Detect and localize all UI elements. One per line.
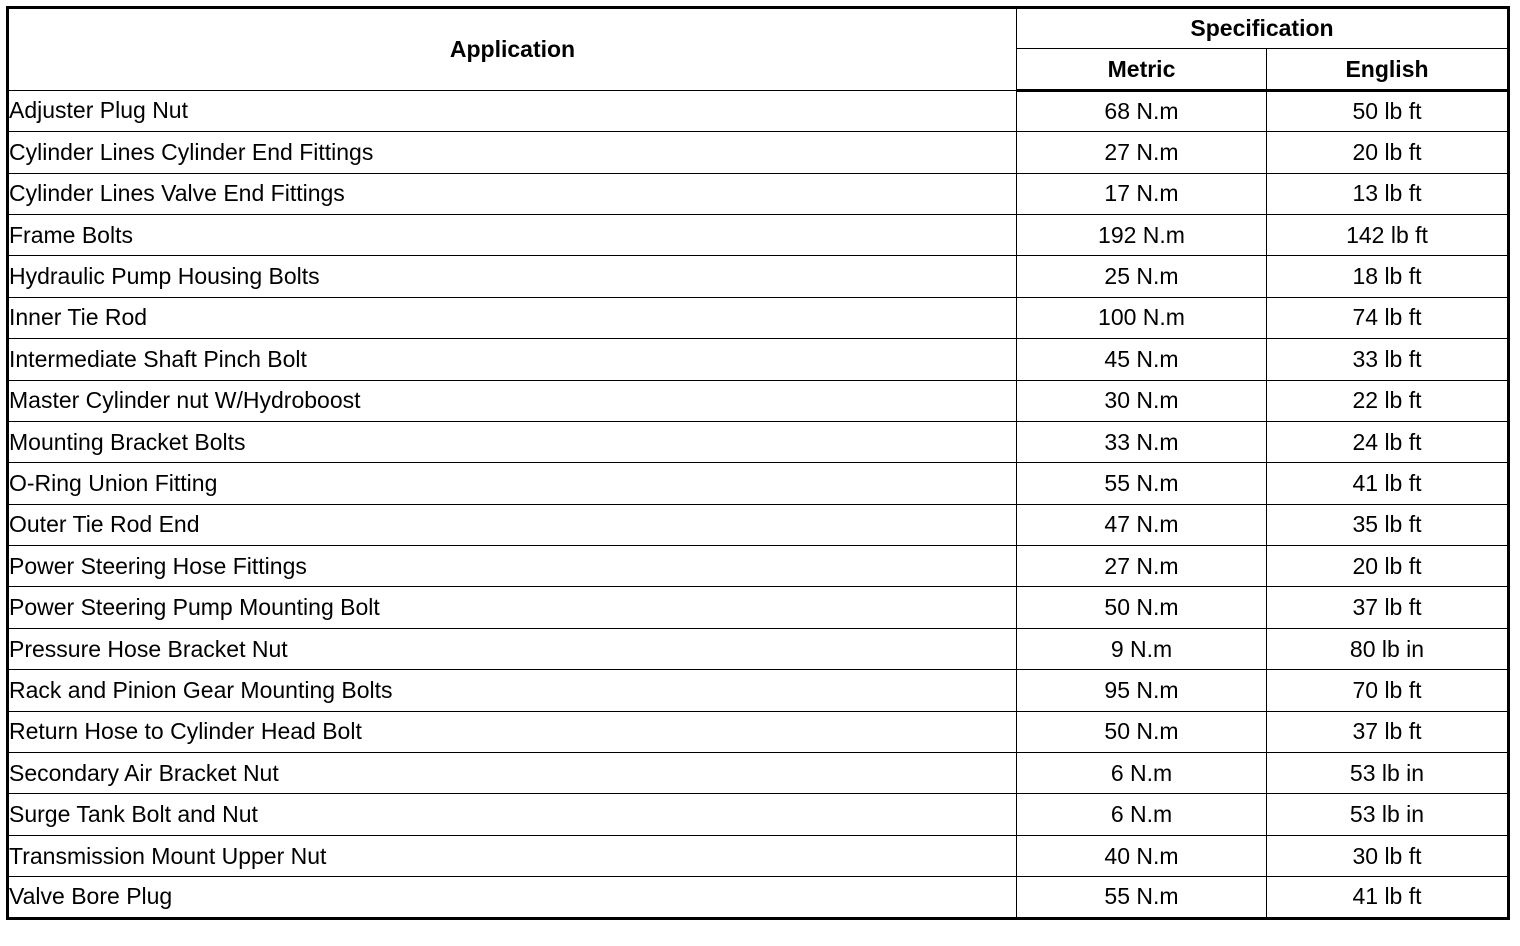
english-value-cell: 80 lb in xyxy=(1267,628,1509,669)
spec-table-body xyxy=(8,90,1509,918)
english-column-header: English xyxy=(1267,49,1509,90)
application-cell: Inner Tie Rod xyxy=(8,297,1017,338)
english-value-cell: 41 lb ft xyxy=(1267,463,1509,504)
english-value-cell: 53 lb in xyxy=(1267,753,1509,794)
application-column-header: Application xyxy=(8,8,1017,91)
metric-column-header: Metric xyxy=(1017,49,1267,90)
english-value-cell: 20 lb ft xyxy=(1267,546,1509,587)
metric-value-cell: 25 N.m xyxy=(1017,256,1267,297)
metric-value-cell: 45 N.m xyxy=(1017,339,1267,380)
torque-spec-table xyxy=(6,6,1510,920)
table-row xyxy=(8,711,1509,752)
english-value-cell: 20 lb ft xyxy=(1267,132,1509,173)
application-cell: Power Steering Hose Fittings xyxy=(8,546,1017,587)
table-row xyxy=(8,90,1509,131)
metric-value-cell: 55 N.m xyxy=(1017,877,1267,918)
application-cell: Power Steering Pump Mounting Bolt xyxy=(8,587,1017,628)
metric-value-cell: 40 N.m xyxy=(1017,835,1267,876)
table-row xyxy=(8,173,1509,214)
metric-value-cell: 68 N.m xyxy=(1017,90,1267,131)
table-row xyxy=(8,753,1509,794)
metric-value-cell: 50 N.m xyxy=(1017,587,1267,628)
metric-value-cell: 27 N.m xyxy=(1017,546,1267,587)
application-cell: Rack and Pinion Gear Mounting Bolts xyxy=(8,670,1017,711)
application-cell: Hydraulic Pump Housing Bolts xyxy=(8,256,1017,297)
metric-value-cell: 27 N.m xyxy=(1017,132,1267,173)
application-cell: Cylinder Lines Cylinder End Fittings xyxy=(8,132,1017,173)
table-row xyxy=(8,339,1509,380)
metric-value-cell: 30 N.m xyxy=(1017,380,1267,421)
application-cell: Cylinder Lines Valve End Fittings xyxy=(8,173,1017,214)
table-row xyxy=(8,256,1509,297)
application-cell: Surge Tank Bolt and Nut xyxy=(8,794,1017,835)
english-value-cell: 70 lb ft xyxy=(1267,670,1509,711)
english-value-cell: 24 lb ft xyxy=(1267,421,1509,462)
english-value-cell: 18 lb ft xyxy=(1267,256,1509,297)
english-value-cell: 142 lb ft xyxy=(1267,214,1509,255)
table-row xyxy=(8,297,1509,338)
table-row xyxy=(8,214,1509,255)
specification-column-header: Specification xyxy=(1017,8,1509,49)
application-cell: O-Ring Union Fitting xyxy=(8,463,1017,504)
table-row xyxy=(8,380,1509,421)
table-row xyxy=(8,421,1509,462)
table-row xyxy=(8,546,1509,587)
english-value-cell: 41 lb ft xyxy=(1267,877,1509,918)
metric-value-cell: 192 N.m xyxy=(1017,214,1267,255)
metric-value-cell: 6 N.m xyxy=(1017,794,1267,835)
application-cell: Mounting Bracket Bolts xyxy=(8,421,1017,462)
metric-value-cell: 47 N.m xyxy=(1017,504,1267,545)
application-cell: Transmission Mount Upper Nut xyxy=(8,835,1017,876)
english-value-cell: 22 lb ft xyxy=(1267,380,1509,421)
english-value-cell: 74 lb ft xyxy=(1267,297,1509,338)
table-row xyxy=(8,877,1509,918)
metric-value-cell: 55 N.m xyxy=(1017,463,1267,504)
table-row xyxy=(8,463,1509,504)
english-value-cell: 13 lb ft xyxy=(1267,173,1509,214)
table-row xyxy=(8,794,1509,835)
application-cell: Outer Tie Rod End xyxy=(8,504,1017,545)
english-value-cell: 30 lb ft xyxy=(1267,835,1509,876)
application-cell: Return Hose to Cylinder Head Bolt xyxy=(8,711,1017,752)
table-row xyxy=(8,835,1509,876)
english-value-cell: 37 lb ft xyxy=(1267,587,1509,628)
table-row xyxy=(8,504,1509,545)
metric-value-cell: 33 N.m xyxy=(1017,421,1267,462)
english-value-cell: 53 lb in xyxy=(1267,794,1509,835)
application-cell: Secondary Air Bracket Nut xyxy=(8,753,1017,794)
application-cell: Pressure Hose Bracket Nut xyxy=(8,628,1017,669)
table-row xyxy=(8,132,1509,173)
metric-value-cell: 17 N.m xyxy=(1017,173,1267,214)
application-cell: Intermediate Shaft Pinch Bolt xyxy=(8,339,1017,380)
english-value-cell: 33 lb ft xyxy=(1267,339,1509,380)
application-cell: Frame Bolts xyxy=(8,214,1017,255)
metric-value-cell: 95 N.m xyxy=(1017,670,1267,711)
metric-value-cell: 50 N.m xyxy=(1017,711,1267,752)
application-cell: Master Cylinder nut W/Hydroboost xyxy=(8,380,1017,421)
application-cell: Valve Bore Plug xyxy=(8,877,1017,918)
table-row xyxy=(8,587,1509,628)
english-value-cell: 35 lb ft xyxy=(1267,504,1509,545)
metric-value-cell: 6 N.m xyxy=(1017,753,1267,794)
application-cell: Adjuster Plug Nut xyxy=(8,90,1017,131)
table-row xyxy=(8,670,1509,711)
table-row xyxy=(8,628,1509,669)
english-value-cell: 50 lb ft xyxy=(1267,90,1509,131)
english-value-cell: 37 lb ft xyxy=(1267,711,1509,752)
metric-value-cell: 100 N.m xyxy=(1017,297,1267,338)
metric-value-cell: 9 N.m xyxy=(1017,628,1267,669)
